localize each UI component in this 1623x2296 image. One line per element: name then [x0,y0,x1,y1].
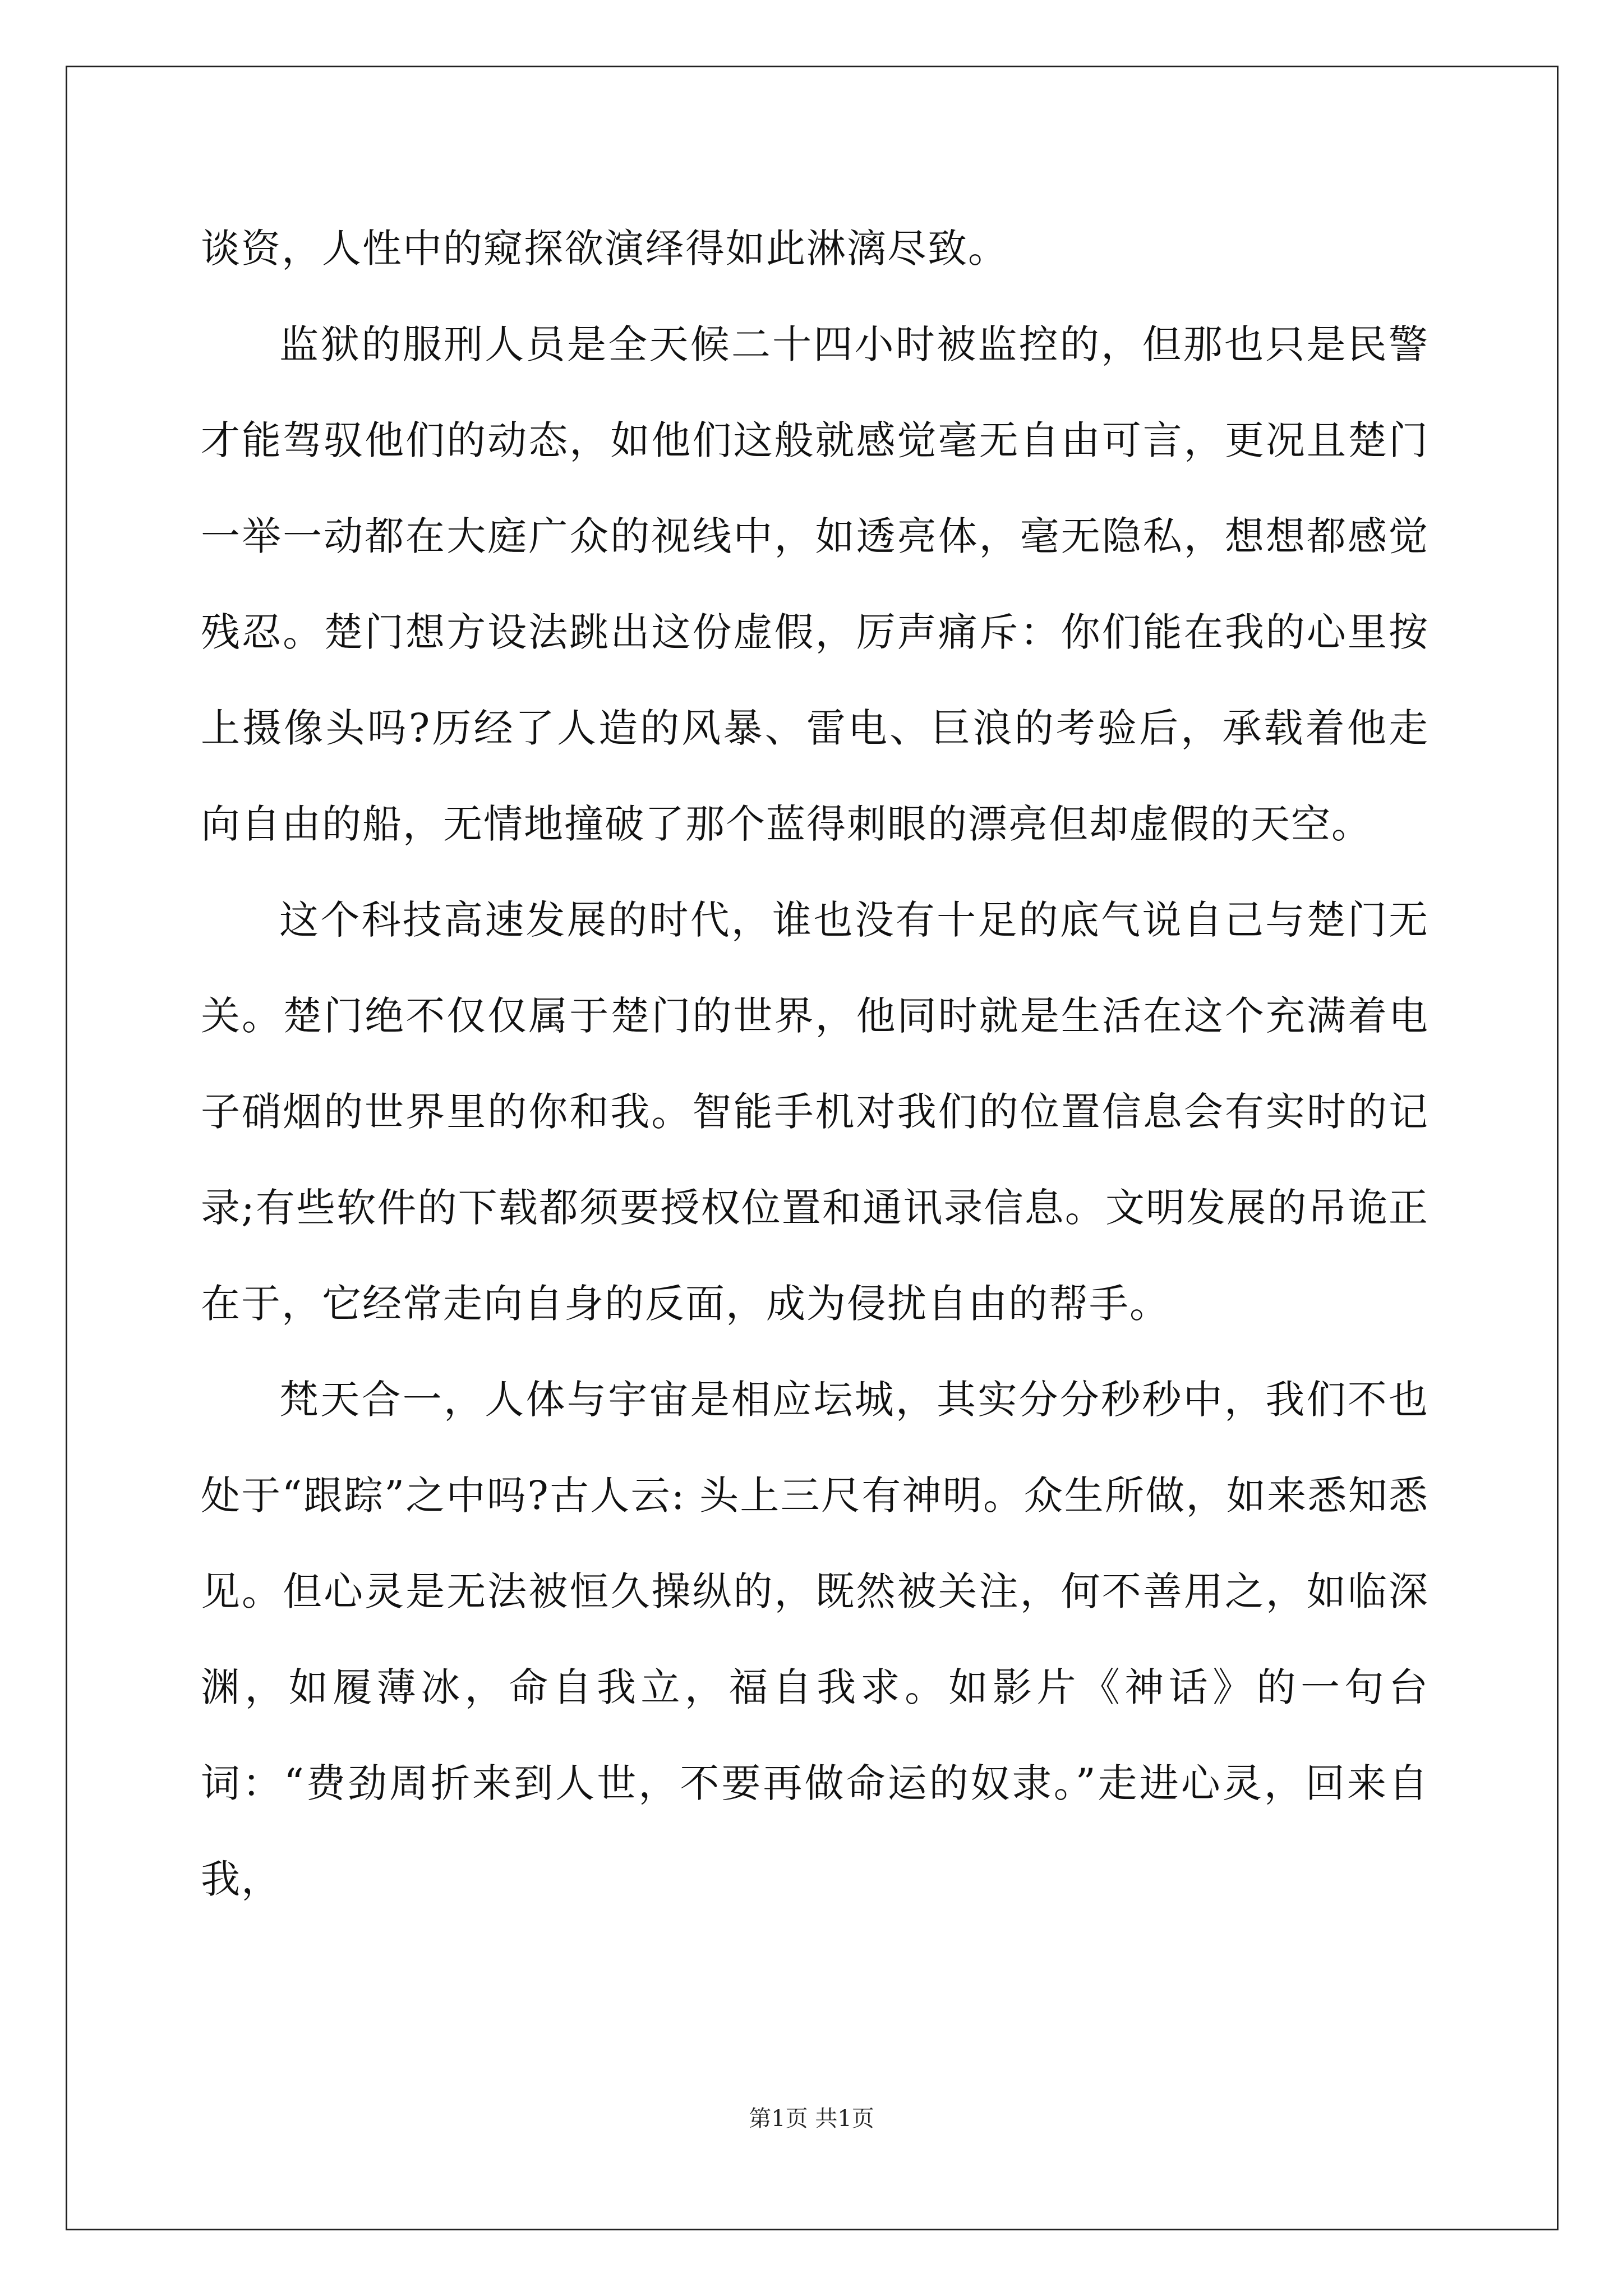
paragraph-3: 这个科技高速发展的时代，谁也没有十足的底气说自己与楚门无关。楚门绝不仅仅属于楚门的世界，他同时就是生活在这个充满着电子硝烟的世界里的你和我。智能手机对我们的位置信息会有实时的记录;有些软件的下载都须要授权位置和通讯录信息。文明发展的吊诡正在于，它经常走向自身的反面，成为侵扰自由的帮手。 [201,897,1429,1327]
paragraph-2: 监狱的服刑人员是全天候二十四小时被监控的，但那也只是民警才能驾驭他们的动态，如他们这般就感觉毫无自由可言，更况且楚门一举一动都在大庭广众的视线中，如透亮体，毫无隐私，想想都感觉残忍。楚门想方设法跳出这份虚假，厉声痛斥：你们能在我的心里按上摄像头吗?历经了人造的风暴、雷电、巨浪的考验后，承载着他走向自由的船，无情地撞破了那个蓝得刺眼的漂亮但却虚假的天空。 [201,321,1429,847]
page-number-footer: 第1页 共1页 [749,2106,874,2132]
document-body [201,201,1429,1927]
paragraph-4: 梵天合一，人体与宇宙是相应坛城，其实分分秒秒中，我们不也处于“跟踪”之中吗?古人云: 头上三尺有神明。众生所做，如来悉知悉见。但心灵是无法被恒久操纵的，既然被关注，何不善用之，如临深渊，如履薄冰，命自我立，福自我求。如影片《神话》的一句台词：“费劲周折来到人世，不要再做命运的奴隶。”走进心灵，回来自我， [201,1377,1429,1902]
paragraph-1: 谈资，人性中的窥探欲演绎得如此淋漓尽致。 [201,226,1008,272]
